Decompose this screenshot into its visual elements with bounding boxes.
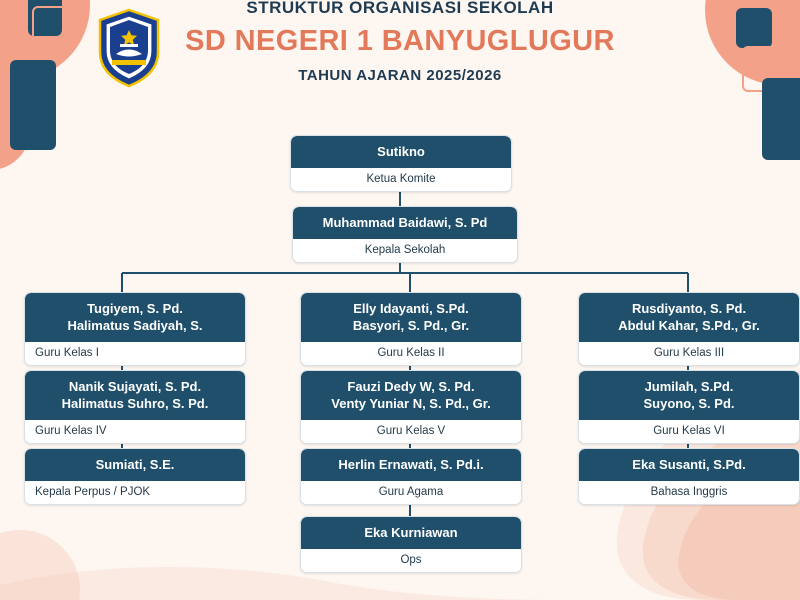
org-node-role: Guru Kelas V — [301, 420, 521, 443]
org-node-name-line1: Fauzi Dedy W, S. Pd. — [347, 379, 475, 394]
org-node-name: Herlin Ernawati, S. Pd.i. — [301, 449, 521, 481]
org-node-name — [301, 293, 521, 342]
org-node-role: Kepala Perpus / PJOK — [25, 481, 245, 504]
org-node-name-line1: Rusdiyanto, S. Pd. — [631, 301, 747, 316]
org-node-guru-kelas-3[interactable] — [578, 292, 800, 366]
org-node-name: Sutikno — [291, 136, 511, 168]
org-node-role: Guru Kelas II — [301, 342, 521, 365]
org-node-name — [301, 371, 521, 420]
org-node-role: Bahasa Inggris — [579, 481, 799, 504]
org-node-role: Guru Kelas VI — [579, 420, 799, 443]
org-node-role: Guru Agama — [301, 481, 521, 504]
org-node-role: Kepala Sekolah — [293, 239, 517, 262]
org-node-name-line2: Halimatus Suhro, S. Pd. — [61, 396, 209, 411]
org-node-name-line2: Abdul Kahar, S.Pd., Gr. — [618, 318, 760, 333]
org-node-guru-kelas-6[interactable] — [578, 370, 800, 444]
org-node-name: Eka Susanti, S.Pd. — [579, 449, 799, 481]
org-node-role: Guru Kelas I — [25, 342, 245, 365]
org-node-name — [579, 293, 799, 342]
org-node-role: Guru Kelas IV — [25, 420, 245, 443]
org-node-name: Muhammad Baidawi, S. Pd — [293, 207, 517, 239]
org-node-name: Eka Kurniawan — [301, 517, 521, 549]
page-title-school: SD NEGERI 1 BANYUGLUGUR — [185, 25, 615, 57]
org-node-guru-kelas-1[interactable] — [24, 292, 246, 366]
org-node-guru-kelas-4[interactable] — [24, 370, 246, 444]
org-node-guru-agama[interactable] — [300, 448, 522, 505]
org-node-name — [25, 293, 245, 342]
org-node-ops[interactable] — [300, 516, 522, 573]
org-node-name-line2: Halimatus Sadiyah, S. — [67, 318, 203, 333]
org-node-role: Ketua Komite — [291, 168, 511, 191]
page-title-line1: STRUKTUR ORGANISASI SEKOLAH — [246, 0, 554, 17]
org-node-komite[interactable] — [290, 135, 512, 192]
org-node-name-line1: Elly Idayanti, S.Pd. — [353, 301, 469, 316]
org-node-name-line1: Tugiyem, S. Pd. — [87, 301, 183, 316]
org-node-role: Ops — [301, 549, 521, 572]
org-node-guru-kelas-5[interactable] — [300, 370, 522, 444]
page-title-year: TAHUN AJARAN 2025/2026 — [298, 67, 502, 84]
org-node-name-line2: Basyori, S. Pd., Gr. — [352, 318, 470, 333]
org-node-name-line2: Suyono, S. Pd. — [643, 396, 735, 411]
org-node-name: Sumiati, S.E. — [25, 449, 245, 481]
org-node-guru-kelas-2[interactable] — [300, 292, 522, 366]
org-node-name-line2: Venty Yuniar N, S. Pd., Gr. — [331, 396, 491, 411]
org-node-bahasa-inggris[interactable] — [578, 448, 800, 505]
org-node-name-line1: Nanik Sujayati, S. Pd. — [68, 379, 202, 394]
org-node-role: Guru Kelas III — [579, 342, 799, 365]
org-node-name-line1: Jumilah, S.Pd. — [644, 379, 734, 394]
org-node-kepala-perpus[interactable] — [24, 448, 246, 505]
org-node-name — [579, 371, 799, 420]
org-node-name — [25, 371, 245, 420]
org-node-kepala-sekolah[interactable] — [292, 206, 518, 263]
